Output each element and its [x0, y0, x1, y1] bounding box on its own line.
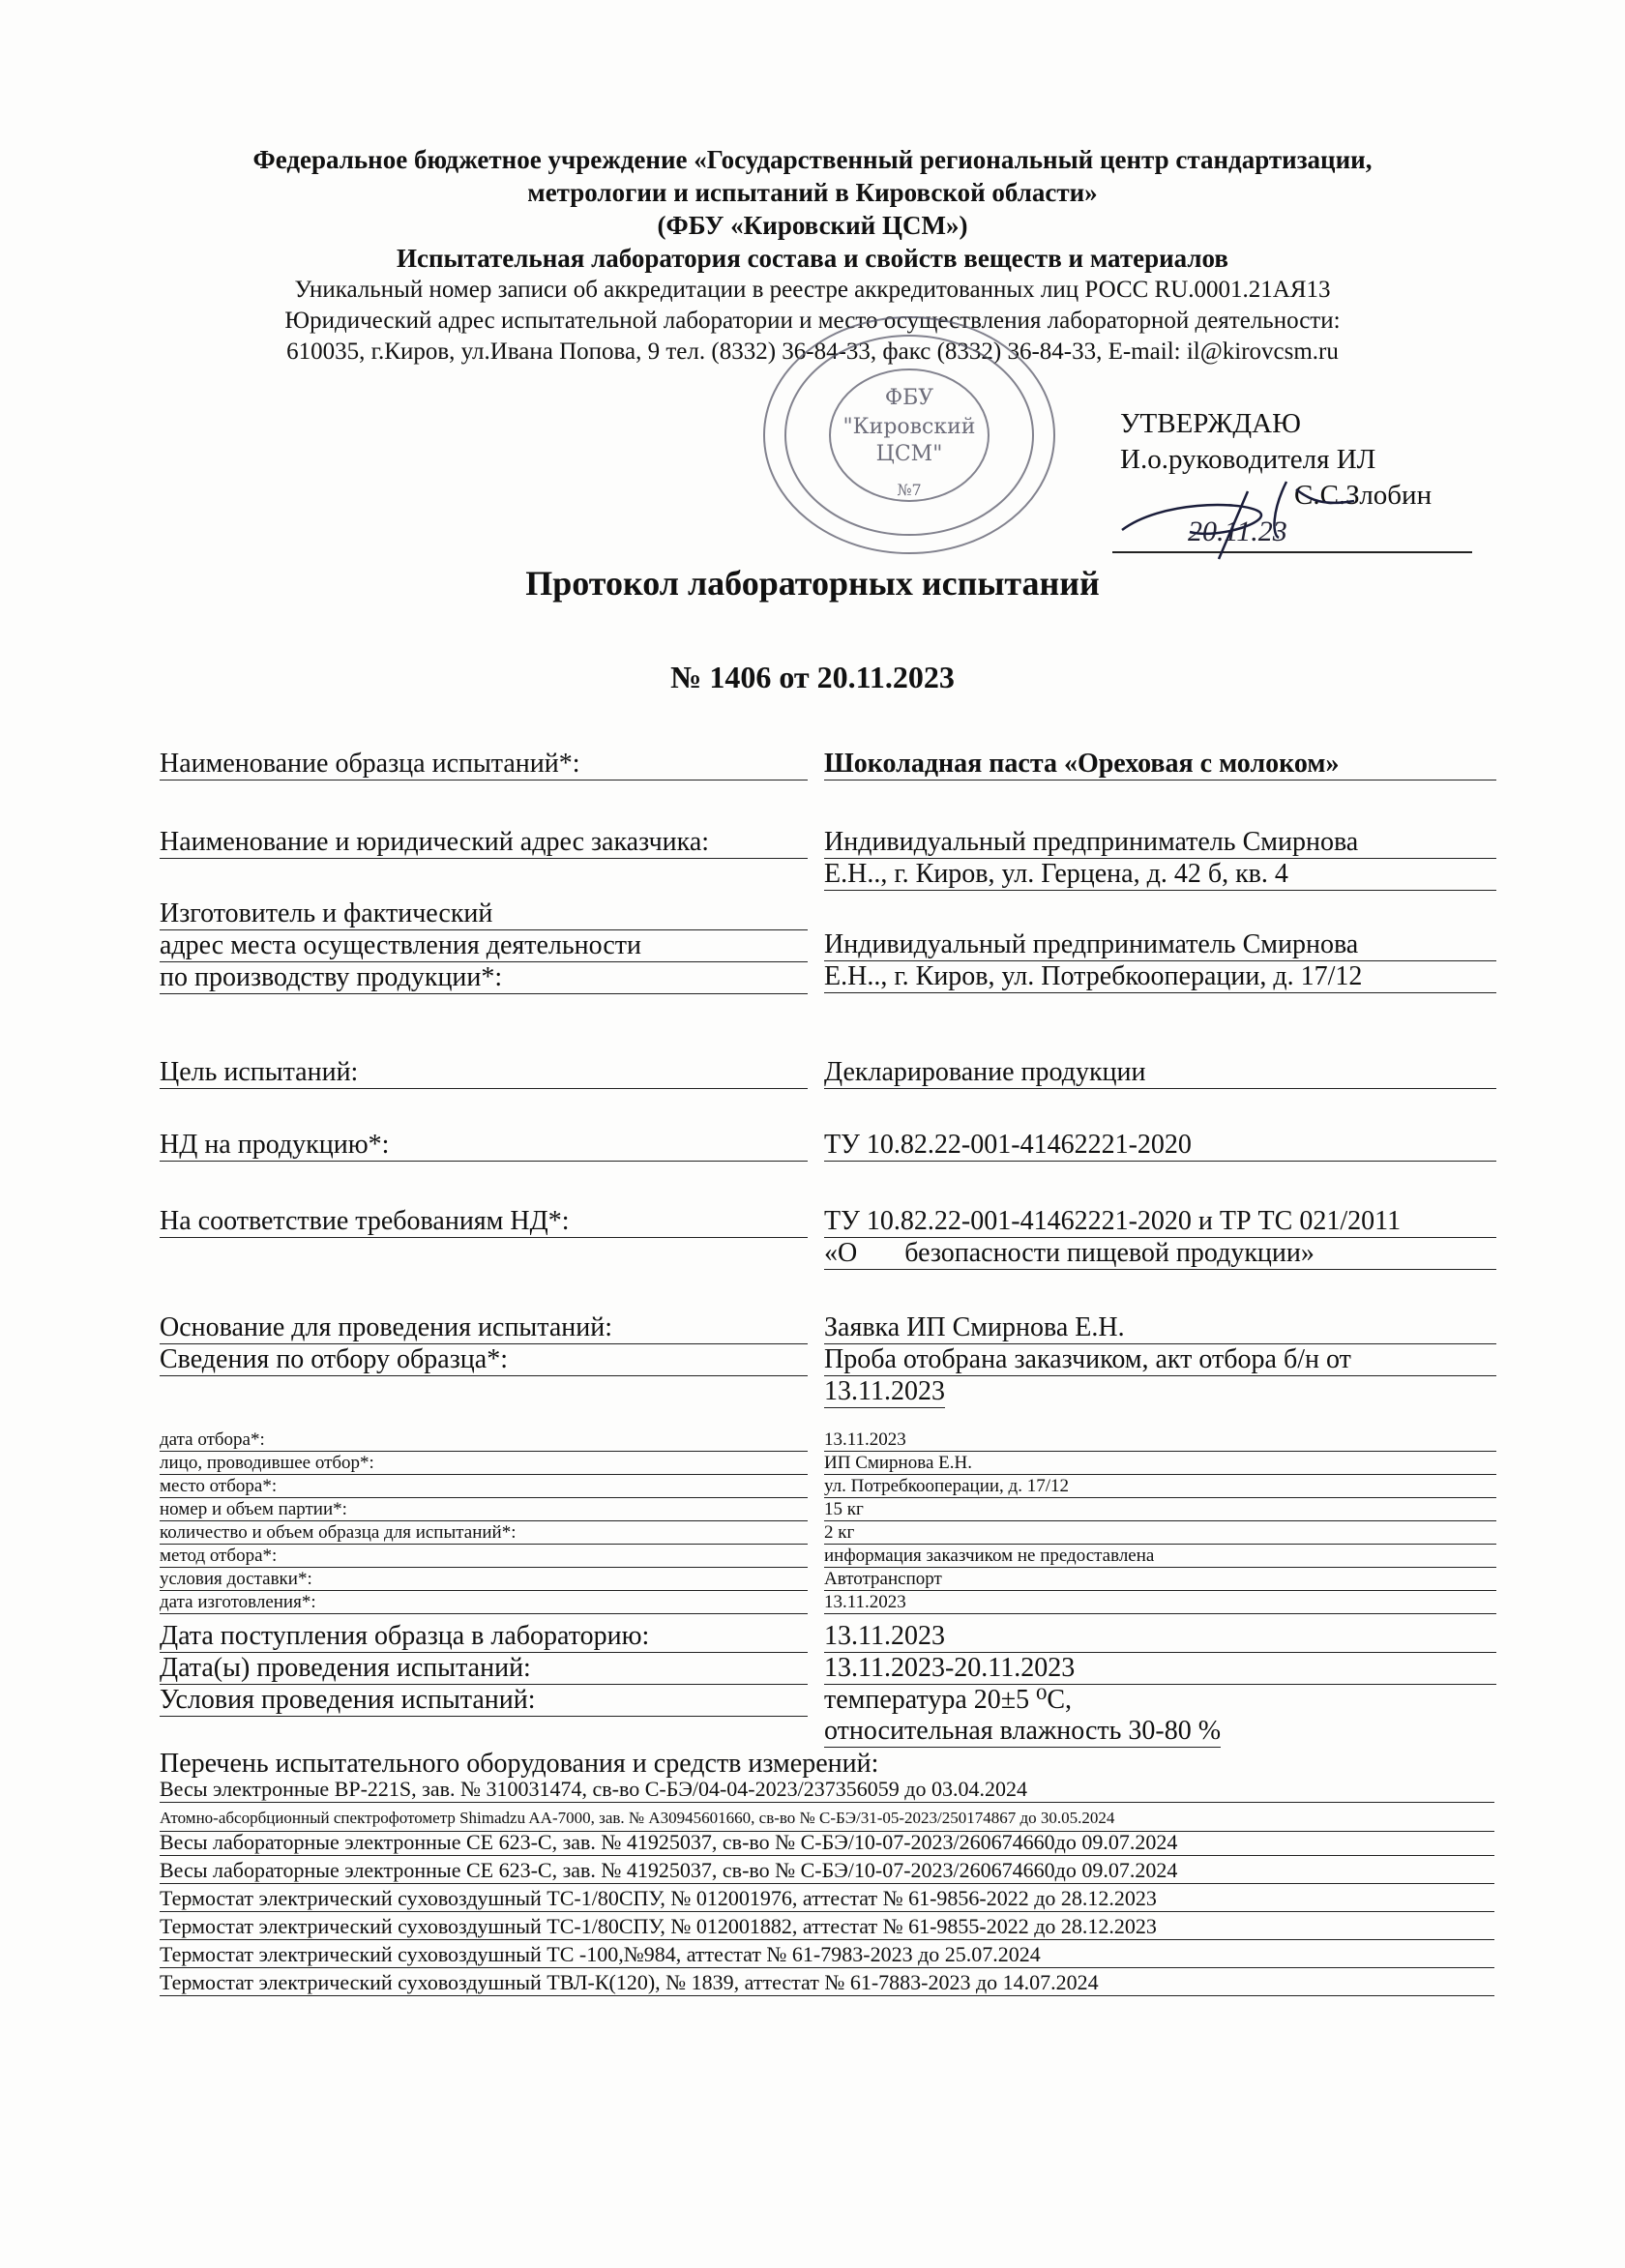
sampling-value [824, 1344, 1496, 1408]
sampler-label: лицо, проводившее отбор*: [160, 1453, 808, 1475]
accreditation-number: Уникальный номер записи об аккредитации в реестре аккредитованных лиц РОСС RU.0001.21АЯ13 [294, 277, 1331, 303]
sampling-label: Сведения по отбору образца*: [160, 1344, 808, 1376]
test-dates-label: Дата(ы) проведения испытаний: [160, 1653, 808, 1685]
purpose-label: Цель испытаний: [160, 1057, 808, 1089]
conditions-label: Условия проведения испытаний: [160, 1685, 808, 1717]
sampling-place-value: ул. Потребкооперации, д. 17/12 [824, 1476, 1496, 1498]
stamp-text-3: ЦСМ" [875, 442, 943, 466]
sample-value: Шоколадная паста «Ореховая с молоком» [824, 749, 1496, 781]
equipment-item: Термостат электрический суховоздушный ТВЛ-К(120), № 1839, аттестат № 61-7883-2023 до 14.07.2024 [160, 1969, 1494, 1996]
nd-value: ТУ 10.82.22-001-41462221-2020 [824, 1130, 1496, 1162]
method-label: метод отбора*: [160, 1546, 808, 1568]
manufacturer-label [160, 898, 808, 994]
equipment-item: Весы электронные ВР-221S, зав. № 310031474, св-во С-БЭ/04-04-2023/237356059 до 03.04.2024 [160, 1776, 1494, 1803]
compliance-value [824, 1206, 1496, 1270]
equipment-item: Термостат электрический суховоздушный ТС -100,№984, аттестат № 61-7983-2023 до 25.07.2024 [160, 1941, 1494, 1968]
sampling-date-label: дата отбора*: [160, 1429, 808, 1452]
signature [1103, 472, 1393, 569]
stamp-text-4: №7 [897, 481, 922, 499]
delivery-value: Автотранспорт [824, 1569, 1496, 1591]
equipment-item: Термостат электрический суховоздушный ТС-1/80СПУ, № 012001882, аттестат № 61-9855-2022 до 28.12.2023 [160, 1913, 1494, 1940]
sampling-date-value: 13.11.2023 [824, 1429, 1496, 1452]
lot-value: 15 кг [824, 1499, 1496, 1521]
method-value: информация заказчиком не предоставлена [824, 1546, 1496, 1568]
manufacturer-label-1: Изготовитель и фактический [160, 898, 808, 930]
customer-label: Наименование и юридический адрес заказчика: [160, 827, 808, 859]
sample-label: Наименование образца испытаний*: [160, 749, 808, 781]
equipment-item: Атомно-абсорбционный спектрофотометр Shimadzu AA-7000, зав. № A30945601660, св-во № С-БЭ/31-05-2023/250174867 до 30.05.2024 [160, 1805, 1494, 1832]
conditions-value [824, 1685, 1496, 1748]
equipment-item: Термостат электрический суховоздушный ТС-1/80СПУ, № 012001976, аттестат № 61-9856-2022 до 28.12.2023 [160, 1885, 1494, 1912]
lab-name: Испытательная лаборатория состава и свойств веществ и материалов [397, 244, 1228, 273]
compliance-value-2: «О безопасности пищевой продукции» [824, 1238, 1496, 1270]
manufacture-date-label: дата изготовления*: [160, 1592, 808, 1614]
conditions-value-1: температура 20±5 ⁰С, [824, 1685, 1073, 1715]
org-name-line-2: метрологии и испытаний в Кировской области» [527, 178, 1098, 207]
approve-title: УТВЕРЖДАЮ [1120, 408, 1301, 439]
basis-label: Основание для проведения испытаний: [160, 1312, 808, 1344]
nd-label: НД на продукцию*: [160, 1130, 808, 1162]
equipment-heading: Перечень испытательного оборудования и средств измерений: [160, 1749, 879, 1779]
lab-address-line-1: Юридический адрес испытательной лаборатории и место осуществления лабораторной деятельности: [284, 308, 1341, 334]
sampler-value: ИП Смирнова Е.Н. [824, 1453, 1496, 1475]
purpose-value: Декларирование продукции [824, 1057, 1496, 1089]
quantity-label: количество и объем образца для испытаний*: [160, 1522, 808, 1545]
round-seal-stamp [754, 309, 1074, 561]
org-short-name: (ФБУ «Кировский ЦСМ») [657, 211, 968, 240]
manufacturer-value-2: Е.Н.., г. Киров, ул. Потребкооперации, д. 17/12 [824, 961, 1496, 993]
manufacturer-value [824, 929, 1496, 993]
equipment-item: Весы лабораторные электронные CE 623-С, зав. № 41925037, св-во № С-БЭ/10-07-2023/260674660до 09.07.2024 [160, 1829, 1494, 1856]
sampling-place-label: место отбора*: [160, 1476, 808, 1498]
receipt-date-label: Дата поступления образца в лабораторию: [160, 1621, 808, 1653]
approval-date: 20.11.23 [1188, 515, 1287, 547]
compliance-label: На соответствие требованиям НД*: [160, 1206, 808, 1238]
lab-address-line-2: 610035, г.Киров, ул.Ивана Попова, 9 тел. (8332) 36-84-33, факс (8332) 36-84-33, E-mail: il@kirovcsm.ru [286, 339, 1339, 365]
approver-name: С.С.Злобин [1294, 480, 1433, 511]
sampling-value-1: Проба отобрана заказчиком, акт отбора б/н от [824, 1344, 1496, 1376]
sampling-value-2: 13.11.2023 [824, 1376, 945, 1406]
customer-value-line-1: Индивидуальный предприниматель Смирнова [824, 827, 1496, 859]
receipt-date-value: 13.11.2023 [824, 1621, 1496, 1653]
org-name-line-1: Федеральное бюджетное учреждение «Государственный региональный центр стандартизации, [252, 145, 1373, 174]
stamp-text-2: "Кировский [842, 415, 976, 439]
manufacturer-label-2: адрес места осуществления деятельности [160, 930, 808, 962]
test-dates-value: 13.11.2023-20.11.2023 [824, 1653, 1496, 1685]
manufacturer-label-3: по производству продукции*: [160, 962, 808, 994]
protocol-number: № 1406 от 20.11.2023 [670, 660, 955, 694]
customer-value-line-2: Е.Н.., г. Киров, ул. Герцена, д. 42 б, кв. 4 [824, 859, 1496, 891]
manufacturer-value-1: Индивидуальный предприниматель Смирнова [824, 929, 1496, 961]
customer-value [824, 827, 1496, 891]
basis-value: Заявка ИП Смирнова Е.Н. [824, 1312, 1496, 1344]
lot-label: номер и объем партии*: [160, 1499, 808, 1521]
equipment-item: Весы лабораторные электронные CE 623-С, зав. № 41925037, св-во № С-БЭ/10-07-2023/260674660до 09.07.2024 [160, 1857, 1494, 1884]
stamp-text-1: ФБУ [884, 386, 934, 410]
manufacture-date-value: 13.11.2023 [824, 1592, 1496, 1614]
approver-position: И.о.руководителя ИЛ [1120, 444, 1376, 475]
conditions-value-2: относительная влажность 30-80 % [824, 1716, 1222, 1746]
quantity-value: 2 кг [824, 1522, 1496, 1545]
protocol-title: Протокол лабораторных испытаний [525, 564, 1100, 603]
compliance-value-1: ТУ 10.82.22-001-41462221-2020 и ТР ТС 021/2011 [824, 1206, 1496, 1238]
delivery-label: условия доставки*: [160, 1569, 808, 1591]
